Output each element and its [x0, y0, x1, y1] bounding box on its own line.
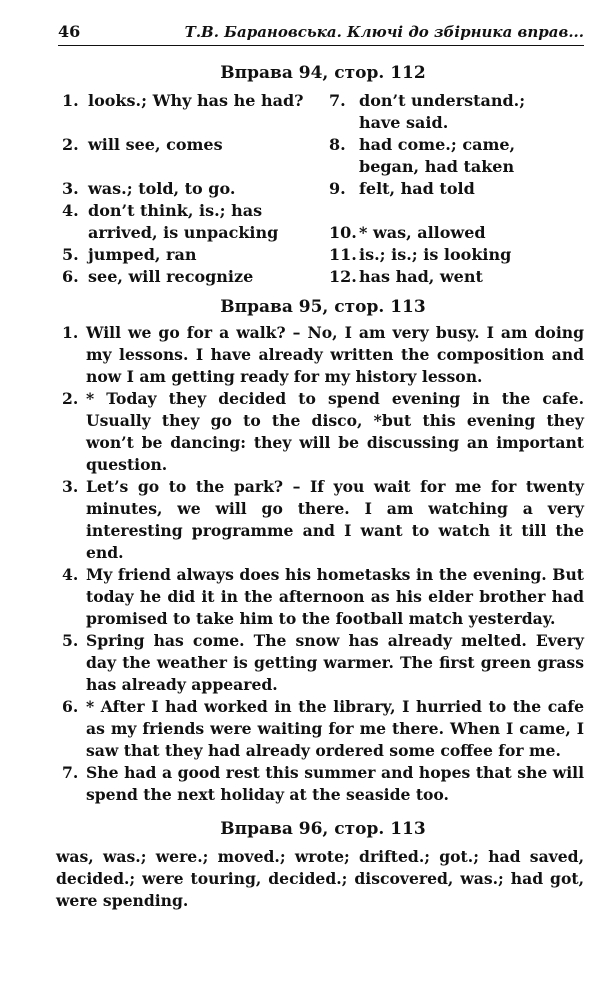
- answers-left-column: [62, 90, 317, 288]
- answer-number: 8.: [329, 135, 346, 154]
- item-number: 2.: [62, 389, 79, 408]
- answer-text: see, will recognize: [88, 267, 254, 286]
- exercise-95-list: [62, 322, 584, 806]
- item-text: My friend always does his hometasks in the evening. But today he did it in the afternoon as his elder brother had promised to take him to the football match yesterday.: [86, 565, 584, 628]
- exercise-96: [56, 818, 584, 912]
- list-item: [62, 762, 584, 806]
- exercise-94: [62, 62, 584, 288]
- list-item: [62, 696, 584, 762]
- exercise-95-title: Вправа 95, стор. 113: [220, 297, 426, 317]
- item-text: Let’s go to the park? – If you wait for me for twenty minutes, we will go there. I am watching a very interesting programme and I want to watch it till the end.: [86, 477, 584, 562]
- answer-item: [329, 222, 584, 244]
- item-number: 7.: [62, 763, 79, 782]
- item-text: Will we go for a walk? – No, I am very busy. I am doing my lessons. I have already written the composition and now I am getting ready for my history lesson.: [86, 323, 584, 386]
- list-item: [62, 322, 584, 388]
- answer-number: 11.: [329, 245, 357, 264]
- answers-right-column: [329, 90, 584, 288]
- answer-item: [329, 178, 584, 200]
- item-text: Spring has come. The snow has already melted. Every day the weather is getting warmer. The first green grass has already appeared.: [86, 631, 584, 694]
- answer-text: don’t think, is.; has arrived, is unpacking: [88, 201, 279, 242]
- list-item: [62, 388, 584, 476]
- item-text: She had a good rest this summer and hopes that she will spend the next holiday at the seaside too.: [86, 763, 584, 804]
- answer-text: * was, allowed: [359, 223, 486, 242]
- answer-item: [62, 244, 317, 266]
- answer-text: was.; told, to go.: [88, 179, 236, 198]
- answer-text: don’t understand.; have said.: [359, 91, 526, 132]
- answer-number: 6.: [62, 267, 79, 286]
- answer-number: 9.: [329, 179, 346, 198]
- answer-text: is.; is.; is looking: [359, 245, 512, 264]
- answer-text: will see, comes: [88, 135, 223, 154]
- list-item: [62, 476, 584, 564]
- answer-item: [329, 134, 584, 178]
- answer-item: [62, 90, 317, 112]
- content: [56, 62, 584, 912]
- exercise-96-title: Вправа 96, стор. 113: [220, 819, 426, 839]
- answer-number: 10.: [329, 223, 357, 242]
- item-text: * Today they decided to spend evening in the cafe. Usually they go to the disco, *but this evening they won’t be dancing: they will be discussing an important question.: [86, 389, 584, 474]
- page-number: 46: [58, 22, 81, 41]
- answer-number: 12.: [329, 267, 357, 286]
- item-number: 6.: [62, 697, 79, 716]
- answer-text: felt, had told: [359, 179, 475, 198]
- item-number: 3.: [62, 477, 79, 496]
- answer-text: had come.; came, began, had taken: [359, 135, 516, 176]
- item-number: 4.: [62, 565, 79, 584]
- answer-item: [329, 266, 584, 288]
- exercise-95: [62, 296, 584, 806]
- item-number: 1.: [62, 323, 79, 342]
- answer-item: [62, 266, 317, 288]
- list-item: [62, 564, 584, 630]
- list-item: [62, 630, 584, 696]
- answer-item: [62, 178, 317, 200]
- answer-item: [62, 200, 317, 244]
- answer-number: 7.: [329, 91, 346, 110]
- answer-text: has had, went: [359, 267, 483, 286]
- exercise-96-text: was, was.; were.; moved.; wrote; drifted.; got.; had saved, decided.; were touring, decided.; discovered, was.; had got, were spending.: [56, 847, 584, 910]
- answer-number: 5.: [62, 245, 79, 264]
- item-number: 5.: [62, 631, 79, 650]
- answer-item: [62, 134, 317, 156]
- answer-number: 2.: [62, 135, 79, 154]
- page-header: [58, 22, 584, 46]
- answer-item: [329, 90, 584, 134]
- answer-item: [329, 244, 584, 266]
- answer-number: 3.: [62, 179, 79, 198]
- answer-text: looks.; Why has he had?: [88, 91, 304, 110]
- exercise-94-answers: [62, 90, 584, 288]
- item-text: * After I had worked in the library, I hurried to the cafe as my friends were waiting for me there. When I came, I saw that they had already ordered some coffee for me.: [86, 697, 584, 760]
- answer-number: 4.: [62, 201, 79, 220]
- answer-number: 1.: [62, 91, 79, 110]
- answer-text: jumped, ran: [88, 245, 197, 264]
- exercise-94-title: Вправа 94, стор. 112: [220, 63, 426, 83]
- running-title: Т.В. Барановська. Ключі до збірника вправ...: [184, 23, 584, 41]
